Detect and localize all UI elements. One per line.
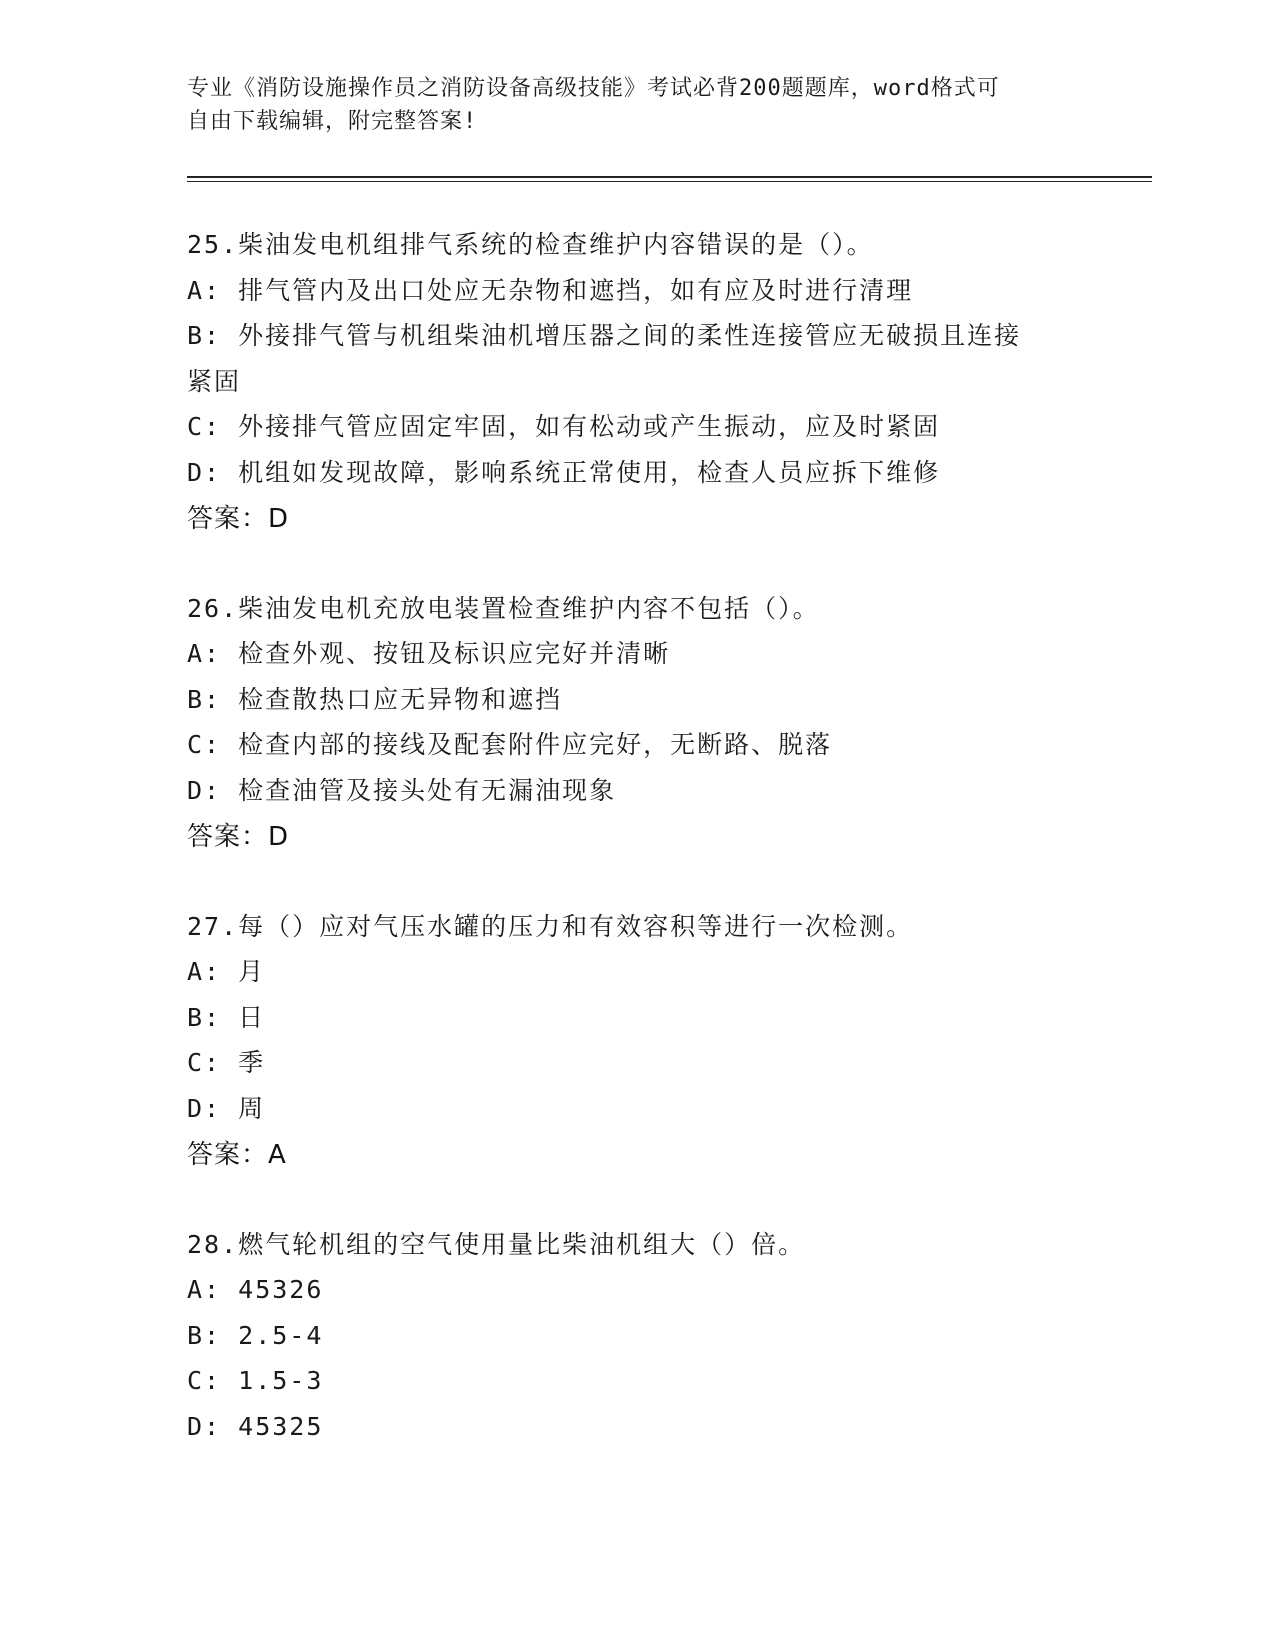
- question-stem: 25.柴油发电机组排气系统的检查维护内容错误的是（）。: [187, 230, 874, 259]
- question-stem: 27.每（）应对气压水罐的压力和有效容积等进行一次检测。: [187, 911, 914, 941]
- option-b: B: 检查散热口应无异物和遮挡: [187, 684, 563, 714]
- option-d: D: 45325: [187, 1411, 324, 1441]
- option-c: C: 检查内部的接线及配套附件应完好，无断路、脱落: [187, 730, 833, 760]
- option-a: A: 45326: [187, 1275, 324, 1305]
- question-stem: 26.柴油发电机充放电装置检查维护内容不包括（）。: [187, 593, 820, 623]
- option-d: D: 周: [187, 1093, 266, 1123]
- question-27: [187, 904, 1157, 1178]
- answer-label: 答案：D: [187, 503, 290, 534]
- doc-header-line-2: 自由下载编辑，附完整答案!: [187, 109, 478, 134]
- question-list: [187, 222, 1157, 1449]
- answer-label: 答案：D: [187, 821, 290, 852]
- option-c: C: 外接排气管应固定牢固，如有松动或产生振动，应及时紧固: [187, 412, 941, 442]
- option-b-continued: 紧固: [187, 366, 242, 396]
- question-stem: 28.燃气轮机组的空气使用量比柴油机组大（）倍。: [187, 1229, 806, 1259]
- option-b: B: 外接排气管与机组柴油机增压器之间的柔性连接管应无破损且连接: [187, 321, 1022, 351]
- document-page: [187, 72, 1157, 1493]
- header-divider: [187, 176, 1152, 182]
- option-c: C: 季: [187, 1048, 266, 1078]
- option-b: B: 日: [187, 1002, 266, 1032]
- question-25: [187, 222, 1157, 542]
- answer-label: 答案：A: [187, 1139, 287, 1170]
- option-b: B: 2.5-4: [187, 1320, 324, 1350]
- question-26: [187, 586, 1157, 860]
- question-28: [187, 1222, 1157, 1450]
- option-c: C: 1.5-3: [187, 1366, 324, 1396]
- doc-header-line-1: 专业《消防设施操作员之消防设备高级技能》考试必背200题题库，word格式可: [187, 76, 1000, 101]
- option-a: A: 检查外观、按钮及标识应完好并清晰: [187, 639, 671, 669]
- option-a: A: 排气管内及出口处应无杂物和遮挡，如有应及时进行清理: [187, 275, 914, 305]
- option-a: A: 月: [187, 957, 266, 987]
- option-d: D: 机组如发现故障，影响系统正常使用，检查人员应拆下维修: [187, 457, 941, 487]
- option-d: D: 检查油管及接头处有无漏油现象: [187, 775, 617, 805]
